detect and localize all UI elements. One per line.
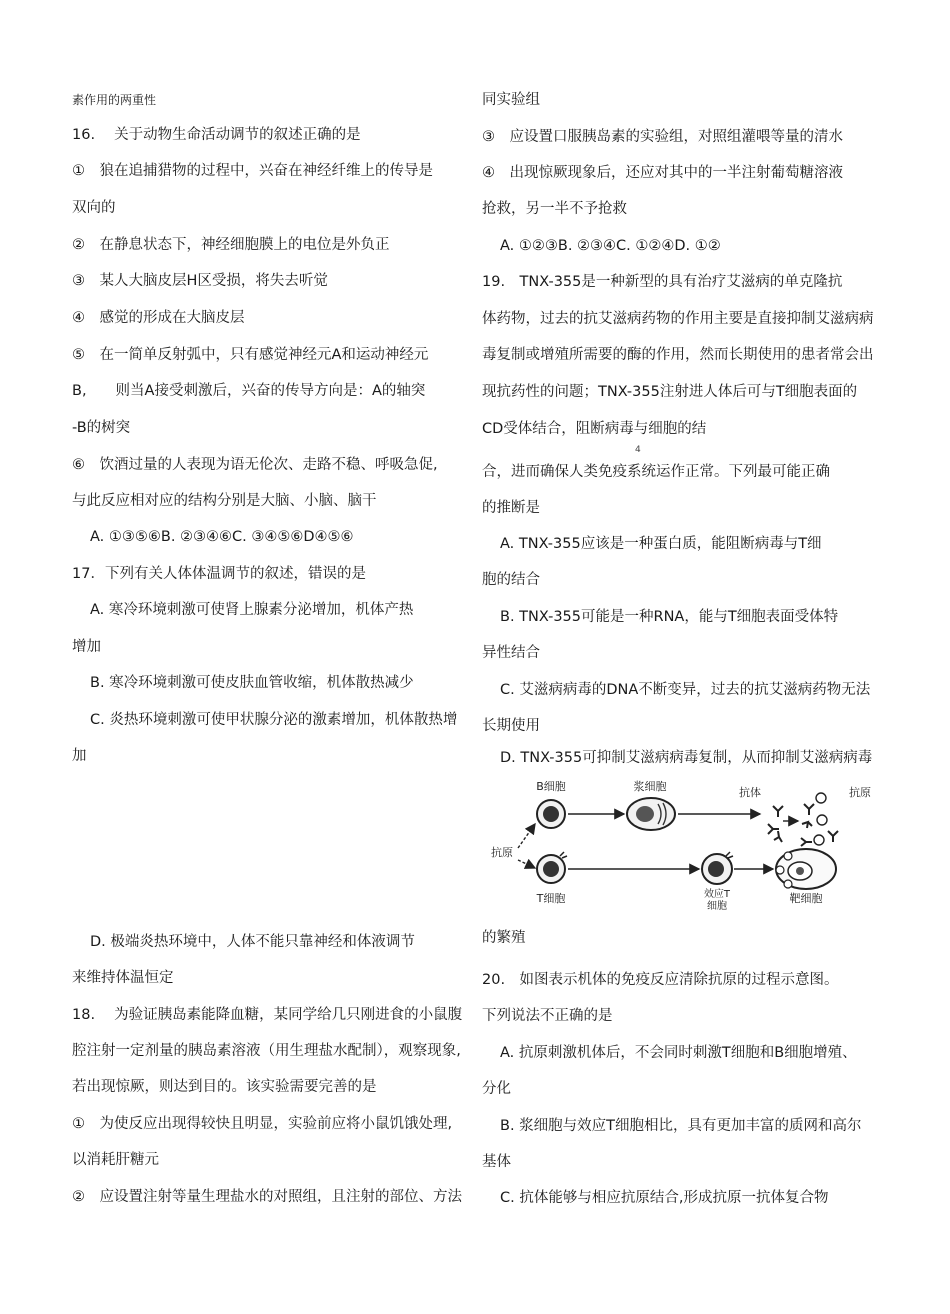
text-line: 腔注射一定剂量的胰岛素溶液（用生理盐水配制），观察现象, (72, 1043, 461, 1059)
text-line: 胞的结合 (482, 572, 540, 588)
text-line: 素作用的两重性 (72, 93, 157, 107)
text-line: ③ 某人大脑皮层H区受损，将失去听觉 (72, 273, 328, 289)
text-line: 同实验组 (482, 92, 540, 108)
text-line: ④ 出现惊厥现象后，还应对其中的一半注射葡萄糖溶液 (482, 165, 843, 181)
text-line: -B的树突 (72, 420, 131, 436)
option-b: B. TNX-355可能是一种RNA，能与T细胞表面受体特 (500, 609, 839, 625)
text-line: ③ 应设置口服胰岛素的实验组，对照组灌喂等量的清水 (482, 129, 843, 145)
effector-t-cell-label-line2: 细胞 (707, 901, 727, 912)
text-line: 的繁殖 (482, 930, 526, 946)
text-line: 基体 (482, 1154, 511, 1170)
immune-response-diagram (488, 776, 888, 921)
text-line: ⑥ 饮酒过量的人表现为语无伦次、走路不稳、呼吸急促, (72, 457, 438, 473)
text-line: 抢救，另一半不予抢救 (482, 201, 627, 217)
t-cell-icon (537, 852, 567, 883)
text-line: B, 则当A接受刺激后，兴奋的传导方向是：A的轴突 (72, 383, 426, 399)
option-c: C. 炎热环境刺激可使甲状腺分泌的激素增加，机体散热增 (90, 712, 458, 728)
antigen-label-left: 抗原 (491, 846, 513, 859)
text-line: ⑤ 在一简单反射弧中，只有感觉神经元A和运动神经元 (72, 347, 429, 363)
answer-options: A. ①②③B. ②③④C. ①②④D. ①② (500, 238, 721, 254)
option-c: C. 抗体能够与相应抗原结合,形成抗原一抗体复合物 (500, 1190, 829, 1206)
text-line: ④ 感觉的形成在大脑皮层 (72, 310, 245, 326)
text-line: ① 为使反应出现得较快且明显，实验前应将小鼠饥饿处理, (72, 1116, 453, 1132)
text-line: 现抗药性的问题；TNX-355注射进人体后可与T细胞表面的 (482, 384, 858, 400)
option-c: C. 艾滋病病毒的DNA不断变异，过去的抗艾滋病药物无法 (500, 682, 871, 698)
text-line: 毒复制或增殖所需要的酶的作用，然而长期使用的患者常会出 (482, 347, 874, 363)
text-line: 异性结合 (482, 645, 540, 661)
option-d: D. 极端炎热环境中，人体不能只靠神经和体液调节 (90, 934, 415, 950)
text-line: ① 狼在追捕猎物的过程中，兴奋在神经纤维上的传导是 (72, 163, 433, 179)
target-cell-icon (776, 849, 836, 889)
option-b: B. 浆细胞与效应T细胞相比，具有更加丰富的质网和高尔 (500, 1118, 862, 1134)
text-line: 双向的 (72, 200, 116, 216)
option-a: A. 寒冷环境刺激可使肾上腺素分泌增加，机体产热 (90, 602, 414, 618)
plasma-cell-label: 浆细胞 (633, 780, 667, 793)
antigen-icons (814, 793, 827, 845)
target-cell-label: 靶细胞 (789, 892, 823, 905)
text-line: 体药物，过去的抗艾滋病药物的作用主要是直接抑制艾滋病病 (482, 311, 874, 327)
effector-t-cell-icon (702, 852, 733, 884)
question-16-title: 16. 关于动物生命活动调节的叙述正确的是 (72, 127, 361, 143)
text-line: ② 在静息状态下，神经细胞膜上的电位是外负正 (72, 237, 390, 253)
t-cell-label: T细胞 (536, 892, 566, 905)
page-number: 4 (635, 445, 641, 455)
text-line: 若出现惊厥，则达到目的。该实验需要完善的是 (72, 1079, 377, 1095)
option-d: D. TNX-355可抑制艾滋病病毒复制，从而抑制艾滋病病毒 (500, 750, 873, 766)
question-19-title: 19. TNX-355是一种新型的具有治疗艾滋病的单克隆抗 (482, 274, 843, 290)
text-line: 来维持体温恒定 (72, 970, 174, 986)
effector-t-cell-label-line1: 效应T (703, 889, 731, 900)
answer-options: A. ①③⑤⑥B. ②③④⑥C. ③④⑤⑥D④⑤⑥ (90, 529, 354, 545)
text-line: 长期使用 (482, 718, 540, 734)
question-17-title: 17．下列有关人体体温调节的叙述，错误的是 (72, 566, 366, 582)
text-line: 下列说法不正确的是 (482, 1008, 613, 1024)
option-a: A. TNX-355应该是一种蛋白质，能阻断病毒与T细 (500, 536, 822, 552)
question-20-title: 20. 如图表示机体的免疫反应清除抗原的过程示意图。 (482, 972, 839, 988)
text-line: ② 应设置注射等量生理盐水的对照组，且注射的部位、方法 (72, 1189, 462, 1205)
option-b: B. 寒冷环境刺激可使皮肤血管收缩，机体散热减少 (90, 675, 414, 691)
plasma-cell-icon (627, 798, 675, 830)
text-line: 加 (72, 748, 87, 764)
text-line: 分化 (482, 1081, 511, 1097)
text-line: CD受体结合，阻断病毒与细胞的结 (482, 421, 707, 437)
text-line: 与此反应相对应的结构分别是大脑、小脑、脑干 (72, 493, 377, 509)
antibody-label: 抗体 (739, 786, 761, 799)
text-line: 合，进而确保人类免疫系统运作正常。下列最可能正确 (482, 464, 830, 480)
b-cell-label: B细胞 (536, 780, 566, 793)
text-line: 以消耗肝糖元 (72, 1152, 159, 1168)
antibody-icons (768, 804, 838, 846)
option-a: A. 抗原刺激机体后，不会同时刺激T细胞和B细胞增殖、 (500, 1045, 857, 1061)
text-line: 的推断是 (482, 500, 540, 516)
antigen-label-right: 抗原 (849, 786, 871, 799)
text-line: 增加 (72, 639, 101, 655)
question-18-title: 18. 为验证胰岛素能降血糖，某同学给几只刚进食的小鼠腹 (72, 1007, 463, 1023)
b-cell-icon (537, 800, 565, 828)
